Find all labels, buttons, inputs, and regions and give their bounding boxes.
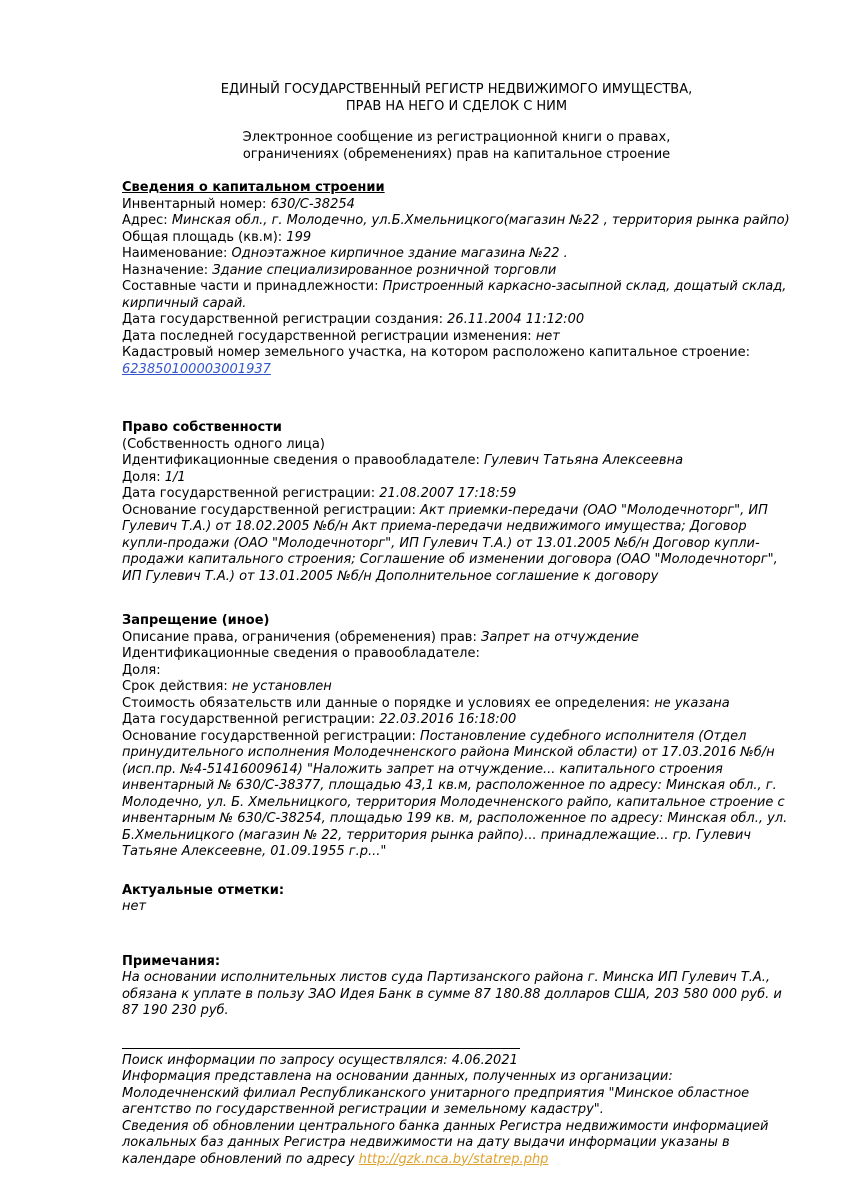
- field-reg-date: [122, 712, 791, 729]
- field-value: не установлен: [231, 679, 332, 694]
- field-label: Доля:: [122, 662, 161, 678]
- field-label: Наименование:: [122, 246, 228, 261]
- statrep-link[interactable]: http://gzk.nca.by/statrep.php: [358, 1151, 549, 1167]
- field-value: 1/1: [164, 469, 186, 485]
- page-subtitle-line2: ограничениях (обременениях) прав на капитальное строение: [242, 146, 671, 162]
- field-label: Срок действия:: [122, 679, 228, 694]
- field-value: 630/С-38254: [270, 196, 355, 212]
- field-value: 21.08.2007 17:18:59: [379, 486, 517, 501]
- field-value: Запрет на отчуждение: [480, 629, 639, 645]
- spacer: [122, 1020, 791, 1048]
- section-building: [122, 180, 791, 378]
- update-info-text: Сведения об обновлении центрального банка данных Регистра недвижимости информацией локальных баз данных Регистра недвижимости на дату выдачи информации указаны в календаре обновлений по адресу: [122, 1118, 769, 1167]
- field-creation-reg-date: [122, 312, 791, 329]
- section-notes: [122, 954, 791, 1020]
- page-title-line2: ПРАВ НА НЕГО И СДЕЛОК С НИМ: [345, 98, 568, 114]
- footer: [122, 1048, 791, 1169]
- field-label: Назначение:: [122, 262, 209, 278]
- field-value: 22.03.2016 16:18:00: [379, 712, 517, 727]
- section-building-heading: Сведения о капитальном строении: [122, 180, 385, 195]
- field-label: Дата государственной регистрации создания:: [122, 312, 444, 327]
- field-last-change-reg-date: [122, 329, 791, 346]
- field-value: 26.11.2004 11:12:00: [447, 312, 585, 327]
- field-label: Описание права, ограничения (обременения) прав:: [122, 629, 477, 645]
- field-label: Стоимость обязательств или данные о порядке и условиях ее определения:: [122, 695, 651, 711]
- field-value: Здание специализированное розничной торговли: [212, 262, 557, 278]
- cadastral-number-link[interactable]: 623850100003001937: [122, 361, 271, 377]
- marks-value: нет: [122, 899, 147, 914]
- field-share: [122, 470, 791, 487]
- field-label: Дата государственной регистрации:: [122, 486, 376, 501]
- section-ownership: [122, 420, 791, 585]
- field-inventory-number: [122, 197, 791, 214]
- field-label: Доля:: [122, 469, 161, 485]
- spacer: [122, 861, 791, 883]
- field-total-area: [122, 230, 791, 247]
- field-label: Основание государственной регистрации:: [122, 728, 416, 744]
- info-source-line: Информация представлена на основании данных, полученных из организации: Молодечненский филиал Республиканского унитарного предприятия "Минское областное агентство по государственной регистрации и земельному кадастру".: [122, 1069, 750, 1117]
- field-label: Дата государственной регистрации:: [122, 712, 376, 727]
- field-name: [122, 246, 791, 263]
- field-value: Постановление судебного исполнителя (Отдел принудительного исполнения Молодечненского района Минской области) от 17.03.2016 №б/н (исп.пр. №4-51416009614) "Наложить запрет на отчуждение... капитального строения инвентарный № 630/С-38377, площадью 43,1 кв.м, расположенное по адресу: Минская обл., г. Молодечно, ул. Б. Хмельницкого, территория Молодечненского райпо, капитальное строение с инвентарным № 630/С-38254, площадью 199 кв. м, расположенное по адресу: Минская обл., ул. Б.Хмельницкого (магазин № 22, территория рынка райпо)... принадлежащие... гр. Гулевич Татьяне Алексеевне, 01.09.1955 г.р...": [122, 728, 788, 859]
- spacer: [122, 585, 791, 613]
- page-subtitle: [122, 130, 791, 163]
- update-info-line: [122, 1119, 791, 1169]
- page-title-line1: ЕДИНЫЙ ГОСУДАРСТВЕННЫЙ РЕГИСТР НЕДВИЖИМОГО ИМУЩЕСТВА,: [220, 82, 693, 97]
- field-value: Акт приемки-передачи (ОАО "Молодечноторг", ИП Гулевич Т.А.) от 18.02.2005 №б/н Акт приема-передачи недвижимого имущества; Договор купли-продажи (ОАО "Молодечноторг", ИП Гулевич Т.А.) от 13.01.2005 №б/н Договор купли-продажи капитального строения; Соглашение об изменении договора (ОАО "Молодечноторг", ИП Гулевич Т.А.) от 13.01.2005 №б/н Дополнительное соглашение к договору: [122, 502, 778, 584]
- field-label: Дата последней государственной регистрации изменения:: [122, 328, 532, 344]
- field-purpose: [122, 263, 791, 280]
- field-value: 199: [286, 229, 312, 245]
- field-components: [122, 279, 791, 312]
- section-notes-heading: Примечания:: [122, 953, 221, 969]
- field-label: Основание государственной регистрации:: [122, 502, 416, 518]
- field-label: Составные части и принадлежности:: [122, 279, 379, 294]
- ownership-type: (Собственность одного лица): [122, 436, 325, 452]
- field-label: Идентификационные сведения о правообладателе:: [122, 453, 480, 468]
- footer-divider: [122, 1048, 520, 1049]
- field-obligation-cost: [122, 696, 791, 713]
- field-value: не указана: [654, 695, 730, 711]
- field-rightholder: [122, 646, 791, 663]
- field-value: Гулевич Татьяна Алексеевна: [483, 453, 684, 468]
- field-reg-basis: [122, 729, 791, 861]
- page-subtitle-line1: Электронное сообщение из регистрационной книги о правах,: [242, 130, 671, 145]
- field-value: Пристроенный каркасно-засыпной склад, дощатый склад, кирпичный сарай.: [122, 279, 787, 311]
- field-rightholder: [122, 453, 791, 470]
- field-value: Одноэтажное кирпичное здание магазина №22 .: [231, 246, 568, 261]
- field-share: [122, 663, 791, 680]
- field-label: Адрес:: [122, 213, 168, 228]
- field-value: Минская обл., г. Молодечно, ул.Б.Хмельницкого(магазин №22 , территория рынка райпо): [171, 213, 790, 228]
- section-ownership-heading: Право собственности: [122, 420, 282, 435]
- field-value: нет: [535, 328, 560, 344]
- page-title: [122, 82, 791, 115]
- field-reg-date: [122, 486, 791, 503]
- search-info-line: Поиск информации по запросу осуществлялся: 4.06.2021: [122, 1052, 518, 1068]
- spacer: [122, 378, 791, 420]
- section-marks-heading: Актуальные отметки:: [122, 882, 285, 898]
- section-prohibition-heading: Запрещение (иное): [122, 613, 270, 628]
- section-prohibition: [122, 613, 791, 861]
- field-cadastral-label: Кадастровый номер земельного участка, на котором расположено капитальное строение:: [122, 345, 750, 360]
- cadastral-link-line: [122, 362, 791, 379]
- section-marks: [122, 883, 791, 916]
- spacer: [122, 916, 791, 954]
- field-label: Общая площадь (кв.м):: [122, 229, 283, 245]
- notes-text: На основании исполнительных листов суда Партизанского района г. Минска ИП Гулевич Т.А., обязана к уплате в пользу ЗАО Идея Банк в сумме 87 180.88 долларов США, 203 580 000 руб. и 87 190 230 руб.: [122, 970, 782, 1018]
- field-label: Идентификационные сведения о правообладателе:: [122, 646, 480, 661]
- field-address: [122, 213, 791, 230]
- field-restriction-description: [122, 630, 791, 647]
- field-reg-basis: [122, 503, 791, 586]
- field-label: Инвентарный номер:: [122, 196, 267, 212]
- field-validity-term: [122, 679, 791, 696]
